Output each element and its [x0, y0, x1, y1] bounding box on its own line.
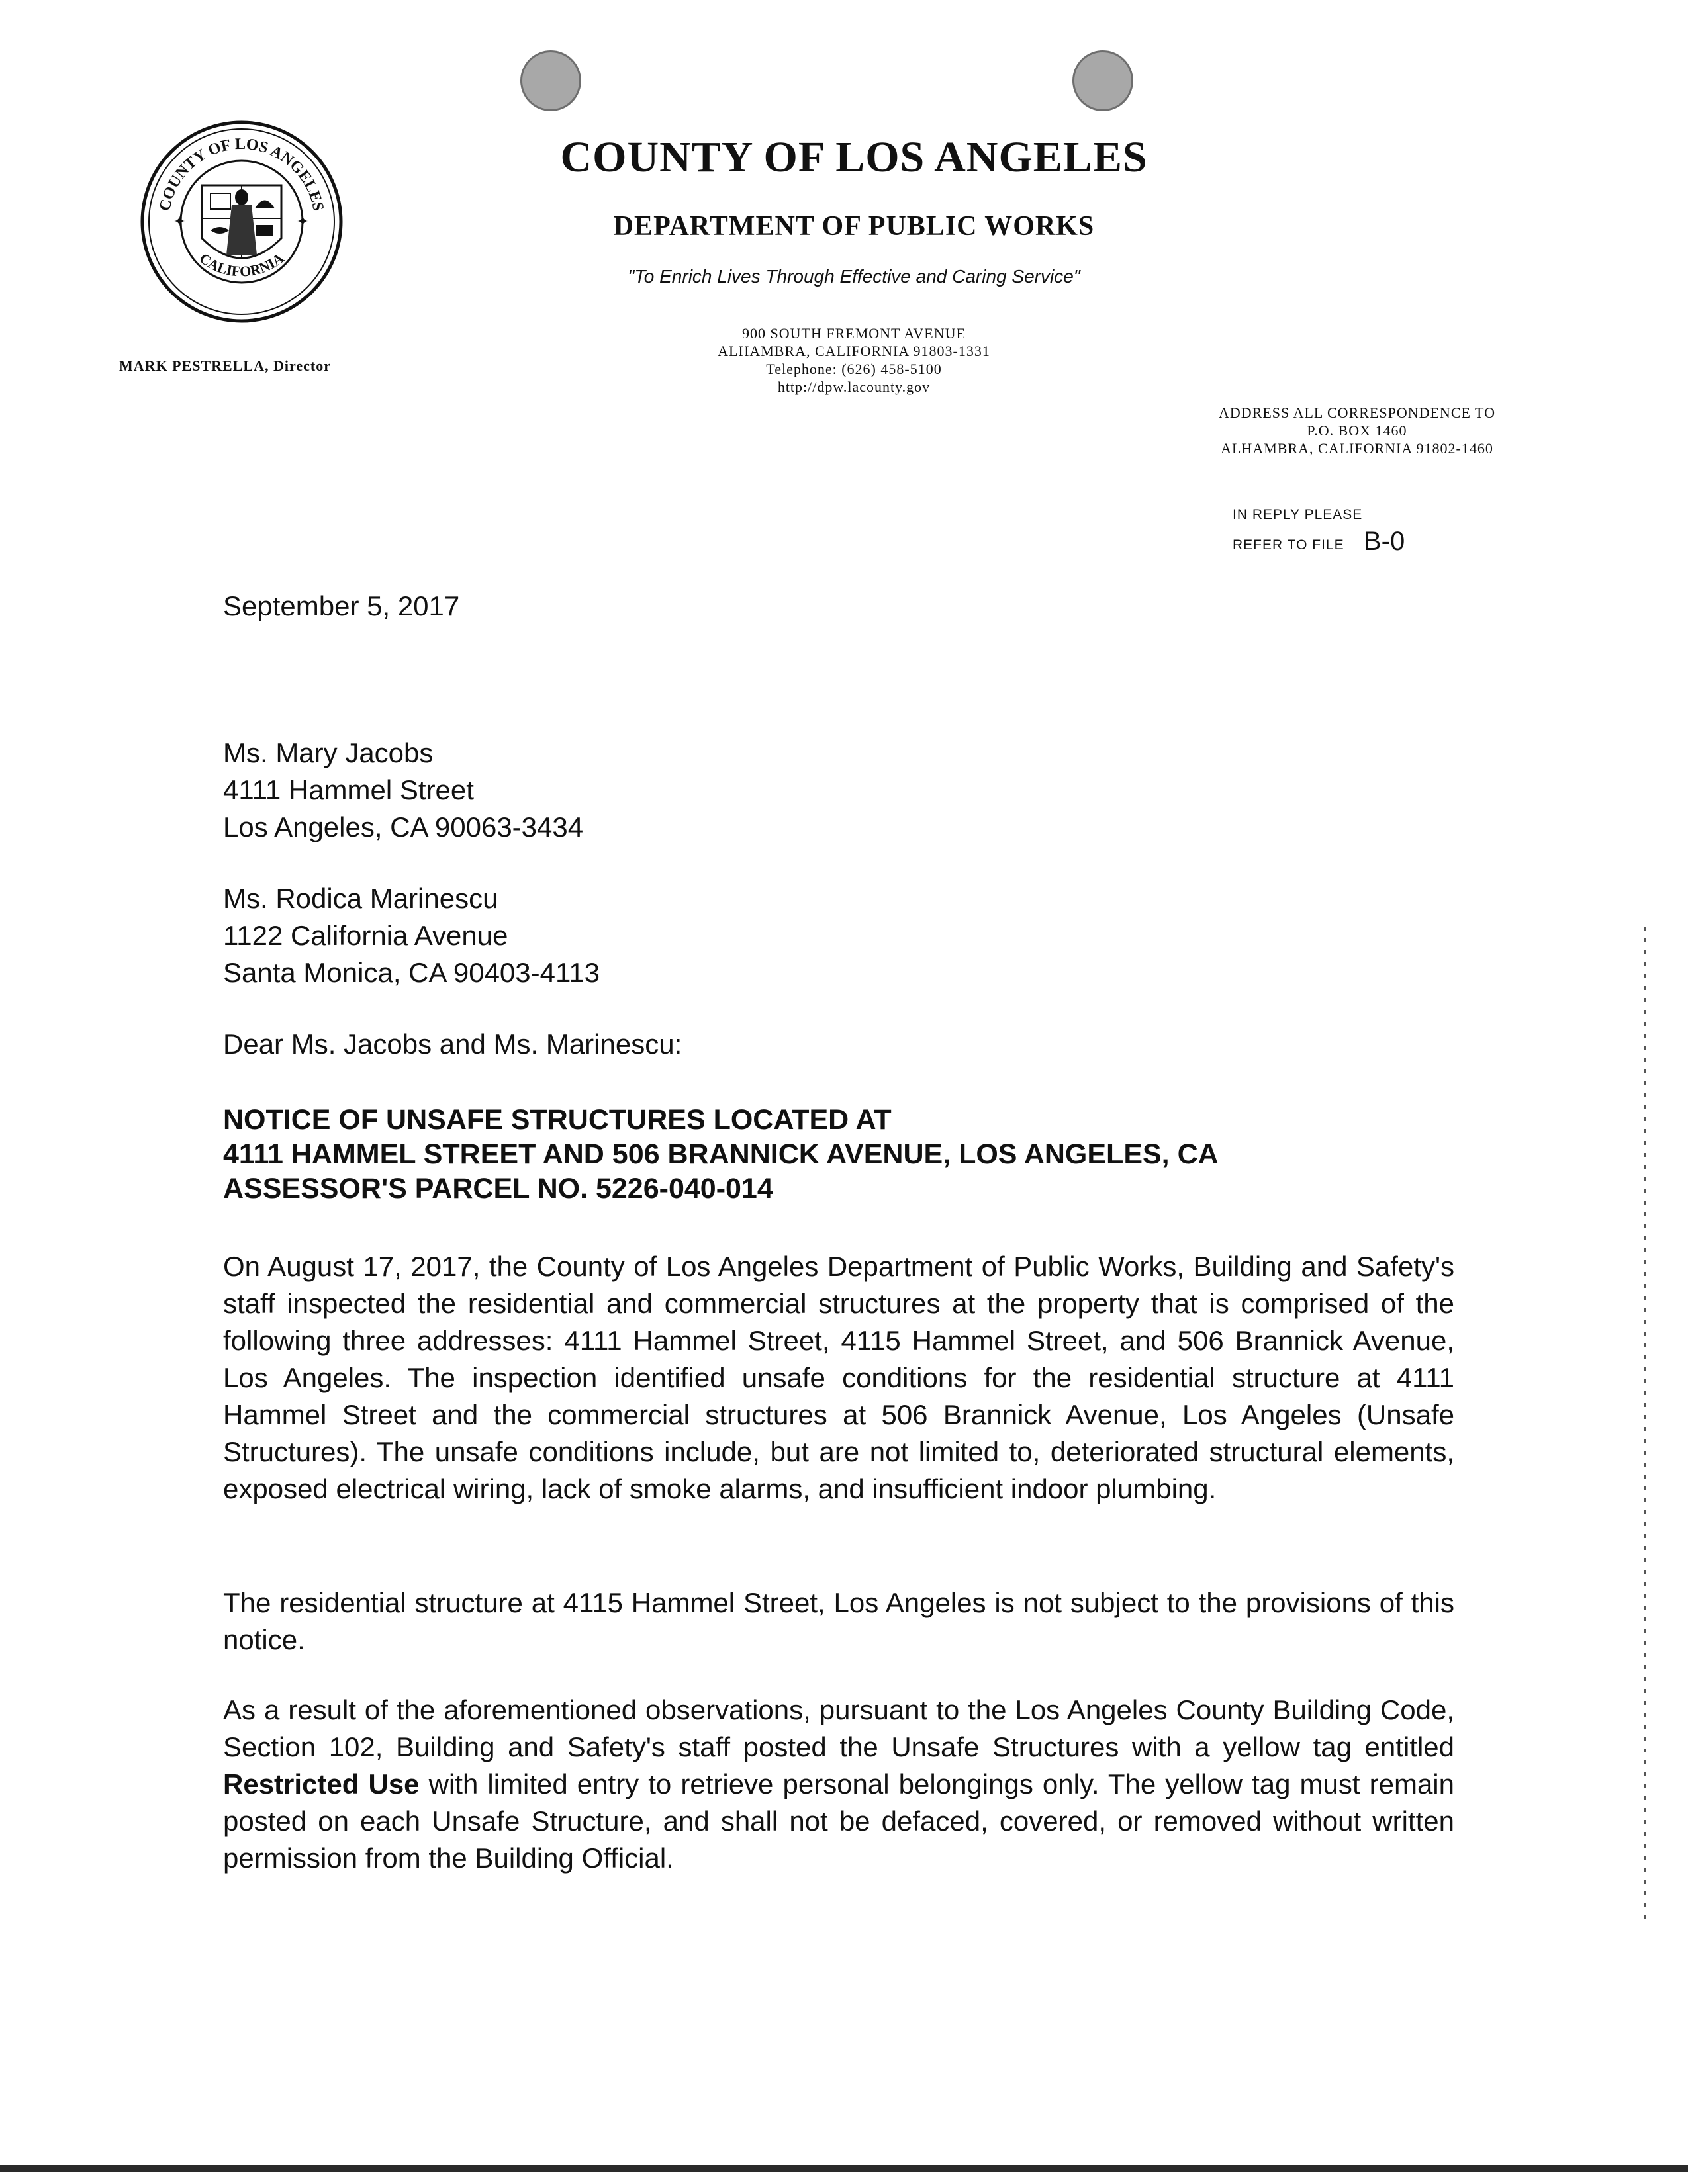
- corr-heading: ADDRESS ALL CORRESPONDENCE TO: [1219, 404, 1495, 421]
- seal-bottom-text: CALIFORNIA: [196, 250, 287, 280]
- recipient-1-name: Ms. Mary Jacobs: [223, 737, 434, 768]
- corr-city: ALHAMBRA, CALIFORNIA 91802-1460: [1221, 440, 1493, 457]
- paragraph-3-text-a: As a result of the aforementioned observations, pursuant to the Los Angeles County Building Code, Section 102, Building and Safety's staff posted the Unsafe Structures with a yellow tag entitled: [223, 1694, 1454, 1762]
- seal-top-text: COUNTY OF LOS ANGELES: [156, 135, 327, 213]
- recipient-address-1: [223, 735, 583, 846]
- subject-line-1: NOTICE OF UNSAFE STRUCTURES LOCATED AT: [223, 1104, 892, 1136]
- hole-punch-left: [520, 50, 581, 111]
- hq-city: ALHAMBRA, CALIFORNIA 91803-1331: [718, 343, 990, 359]
- subject-heading: [223, 1103, 1219, 1206]
- reply-file-label: REFER TO FILE: [1233, 537, 1344, 553]
- recipient-2-city: Santa Monica, CA 90403-4113: [223, 957, 600, 988]
- body-paragraph-2: The residential structure at 4115 Hammel Street, Los Angeles is not subject to the provisions of this notice.: [223, 1587, 1454, 1655]
- scan-bottom-border: [0, 2165, 1688, 2172]
- county-seal-logo: [139, 119, 344, 324]
- svg-text:✦: ✦: [297, 213, 309, 230]
- department-name: DEPARTMENT OF PUBLIC WORKS: [613, 211, 1095, 242]
- recipient-address-2: [223, 880, 600, 991]
- hq-website: http://dpw.lacounty.gov: [777, 379, 931, 395]
- corr-po-box: P.O. BOX 1460: [1307, 422, 1407, 439]
- reply-instruction: IN REPLY PLEASE: [1233, 507, 1363, 522]
- svg-text:✦: ✦: [173, 213, 186, 230]
- paragraph-3-text-b: with limited entry to retrieve personal belongings only. The yellow tag must remain posted on each Unsafe Structure, and shall not be defaced, covered, or removed without written permission from the Building Official.: [223, 1768, 1454, 1874]
- body-paragraph-3: [223, 1692, 1454, 1877]
- motto: "To Enrich Lives Through Effective and Caring Service": [628, 266, 1080, 287]
- hq-street: 900 SOUTH FREMONT AVENUE: [742, 325, 966, 341]
- subject-line-3: ASSESSOR'S PARCEL NO. 5226-040-014: [223, 1173, 773, 1205]
- scan-edge-marks: [1644, 927, 1646, 1919]
- hq-telephone: Telephone: (626) 458-5100: [766, 361, 942, 377]
- recipient-1-street: 4111 Hammel Street: [223, 774, 474, 805]
- letter-date: September 5, 2017: [223, 590, 460, 621]
- restricted-use-label: Restricted Use: [223, 1768, 420, 1799]
- director-name: MARK PESTRELLA, Director: [119, 357, 331, 374]
- recipient-1-city: Los Angeles, CA 90063-3434: [223, 811, 584, 842]
- subject-line-2: 4111 HAMMEL STREET AND 506 BRANNICK AVENUE, LOS ANGELES, CA: [223, 1138, 1219, 1170]
- salutation: Dear Ms. Jacobs and Ms. Marinescu:: [223, 1028, 682, 1060]
- hole-punch-right: [1072, 50, 1133, 111]
- recipient-2-name: Ms. Rodica Marinescu: [223, 883, 498, 914]
- correspondence-address: [1178, 404, 1536, 457]
- county-name: COUNTY OF LOS ANGELES: [560, 133, 1148, 181]
- body-paragraph-1: On August 17, 2017, the County of Los Angeles Department of Public Works, Building and Safety's staff inspected the residential and commercial structures at the property that is comprised of the following three addresses: 4111 Hammel Street, 4115 Hammel Street, and 506 Brannick Avenue, Los Angeles. The inspection identified unsafe conditions for the residential structure at 4111 Hammel Street and the commercial structures at 506 Brannick Avenue, Los Angeles (Unsafe Structures). The unsafe conditions include, but are not limited to, deteriorated structural elements, exposed electrical wiring, lack of smoke alarms, and insufficient indoor plumbing.: [223, 1251, 1454, 1504]
- recipient-2-street: 1122 California Avenue: [223, 920, 508, 951]
- file-reference: B-0: [1364, 527, 1405, 556]
- headquarters-address: [655, 324, 1053, 396]
